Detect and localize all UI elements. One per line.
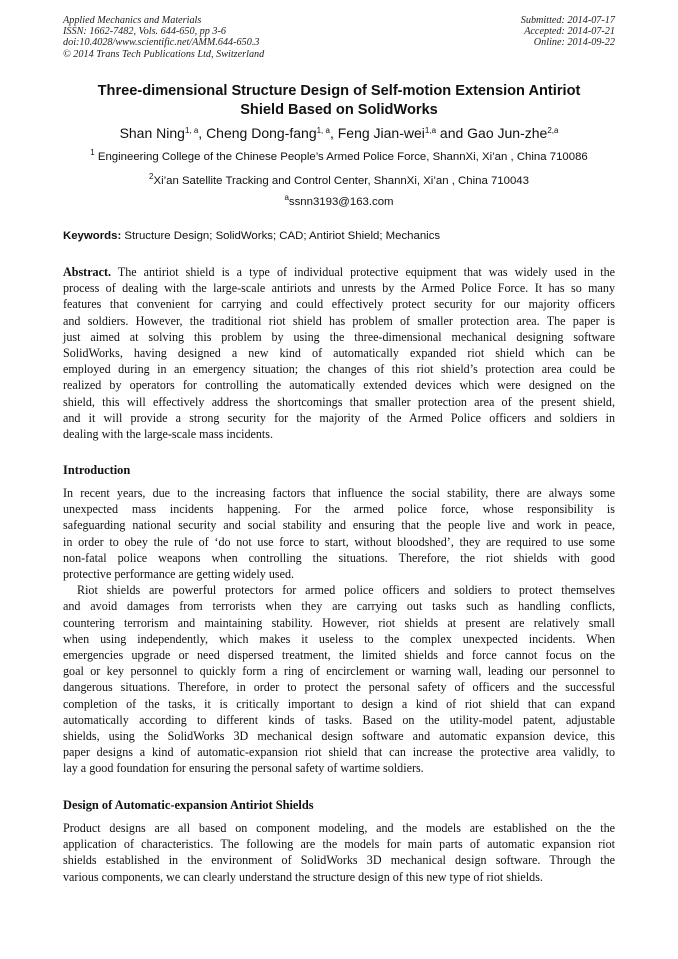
journal-doi: doi:10.4028/www.scientific.net/AMM.644-650.3 xyxy=(63,37,260,49)
abstract-label: Abstract. xyxy=(63,265,112,279)
abstract-line: just aimed at solving this problem by using the three-dimensional mechanical designing software xyxy=(63,329,615,344)
email-text: ssnn3193@163.com xyxy=(288,196,394,208)
body-line: application of characteristics. The following are the models for main parts of automatic expansion riot xyxy=(63,837,615,852)
body-line: shields established in the environment of SolidWorks 3D mechanical design software. Through the xyxy=(63,853,615,868)
paper-title-line-1: Three-dimensional Structure Design of Self-motion Extension Antiriot xyxy=(97,83,581,99)
journal-copyright: © 2014 Trans Tech Publications Ltd, Switzerland xyxy=(63,48,265,60)
body-line: shields, using the SolidWorks 3D mechanical design software and automatic expansion device, this xyxy=(63,729,615,744)
submitted-date: Submitted: 2014-07-17 xyxy=(520,15,615,26)
body-line: paper designs a kind of automatic-expansion riot shield that can increase the protective area validly, to xyxy=(63,745,615,760)
author-affiliation-mark: 1,a xyxy=(424,126,437,135)
author-name: , Feng Jian-wei xyxy=(329,125,425,141)
body-line: In recent years, due to the increasing factors that influence the social stability, there are always some xyxy=(63,486,615,500)
body-line: non-fatal police weapons when controlling the situations. Therefore, the riot shields with good xyxy=(63,550,615,565)
abstract-line: and it will provide a strong security for the majority of the Armed Police officers and soldiers in xyxy=(63,410,615,425)
body-line: emergencies upgrade or need dispersed treatment, the limited shields and force cannot focus on the xyxy=(63,648,615,663)
keywords xyxy=(63,229,615,243)
body-line: in order to obey the rule of ‘do not use force to start, without bloodshed’, they are required to use some xyxy=(63,534,615,549)
body-line: lay a good foundation for ensuring the personal safety of wartime soldiers. xyxy=(63,761,424,776)
body-line: countering terrorism and maintaining stability. However, riot shields at present are relatively small xyxy=(63,615,615,630)
affiliation-mark: 2 xyxy=(149,172,154,181)
author-name: Shan Ning xyxy=(119,125,185,141)
body-line: Riot shields are powerful protectors for armed police officers and soldiers to protect themselves xyxy=(77,583,615,598)
section-heading-introduction: Introduction xyxy=(63,463,131,477)
affiliation-2 xyxy=(40,174,638,188)
affiliation-mark: 1 xyxy=(90,148,95,157)
abstract-line: and soldiers. However, the traditional riot shield has problem of smaller protection area. The paper is xyxy=(63,313,615,328)
abstract-line: dealing with the large-scale mass incidents. xyxy=(63,427,274,442)
affiliation-text: Engineering College of the Chinese People’s Armed Police Force, ShannXi, Xi’an , China 710086 xyxy=(94,151,588,163)
introduction-body xyxy=(63,485,615,777)
abstract-line: shield, this will effectively address the shortcomings that smaller protection area of the present shield, xyxy=(63,394,615,409)
abstract-line: SolidWorks, having designed a new kind of automatically expanded riot shield which can be xyxy=(63,346,615,361)
body-line: completion of the tasks, it is critically important to design a kind of riot shield that can expand xyxy=(63,696,615,711)
body-line: automatically according to different kinds of tasks. Based on the utility-model patent, adjustable xyxy=(63,712,615,727)
body-line: dangerous situations. Therefore, in order to protect the personal safety of officers and the successful xyxy=(63,680,615,695)
body-line: safeguarding national security and social stability and ensuring that the people live and work in peace, xyxy=(63,518,615,533)
paper-title xyxy=(60,82,618,120)
body-line: protective performance are getting widely used. xyxy=(63,567,295,582)
accepted-date: Accepted: 2014-07-21 xyxy=(524,26,615,38)
journal-info xyxy=(63,15,264,60)
body-line: goal or key personnel to quickly form a ring of encirclement or warning wall, leading our personnel to xyxy=(63,664,615,679)
author-email xyxy=(40,195,638,209)
submission-dates xyxy=(521,15,615,49)
body-line: unexpected mass incidents happening. For the armed police force, whose responsibility is xyxy=(63,502,615,517)
abstract-line: process of dealing with the large-scale antiriots and unrests by the Armed Police Force. It has so many xyxy=(63,281,615,296)
journal-name: Applied Mechanics and Materials xyxy=(63,15,202,26)
journal-issn: ISSN: 1662-7482, Vols. 644-650, pp 3-6 xyxy=(63,26,226,38)
affiliation-text: Xi’an Satellite Tracking and Control Center, ShannXi, Xi’an , China 710043 xyxy=(153,175,529,187)
abstract-line: features that convenient for carrying and could effectively protect security for our majority officers xyxy=(63,297,615,312)
author-affiliation-mark: 2,a xyxy=(547,126,559,135)
design-body xyxy=(63,820,615,885)
body-line: Product designs are all based on component modeling, and the models are established on the the xyxy=(63,821,615,835)
abstract-line-text: The antiriot shield is a type of individual protective equipment that was widely used in the xyxy=(111,265,615,279)
paper-title-line-2: Shield Based on SolidWorks xyxy=(240,102,438,118)
author-affiliation-mark: 1, a xyxy=(184,126,199,135)
email-mark: a xyxy=(284,193,289,202)
abstract-line: realized by operators for controlling the automatically extended devices which were designed on the xyxy=(63,378,615,393)
abstract xyxy=(63,264,615,442)
abstract-line xyxy=(63,264,615,280)
author-list xyxy=(40,124,638,142)
affiliation-1 xyxy=(40,150,638,164)
keywords-text: Structure Design; SolidWorks; CAD; Antiriot Shield; Mechanics xyxy=(121,230,441,242)
section-heading-design: Design of Automatic-expansion Antiriot Shields xyxy=(63,798,314,812)
body-line: when using independently, which makes it useless to the complex unexpected incidents. When xyxy=(63,631,615,646)
abstract-line: employed during in an emergency situation; the changes of this riot shield’s protection area could be xyxy=(63,362,615,377)
author-name: , Cheng Dong-fang xyxy=(198,125,317,141)
author-name: and Gao Jun-zhe xyxy=(436,125,548,141)
body-line: various components, we can clearly understand the structure design of this new type of riot shields. xyxy=(63,869,543,884)
author-affiliation-mark: 1, a xyxy=(316,126,330,135)
keywords-label: Keywords: xyxy=(63,230,122,242)
body-line: and avoid damages from terrorists when they are carrying out tasks such as handling conflicts, xyxy=(63,599,615,614)
online-date: Online: 2014-09-22 xyxy=(533,37,615,49)
